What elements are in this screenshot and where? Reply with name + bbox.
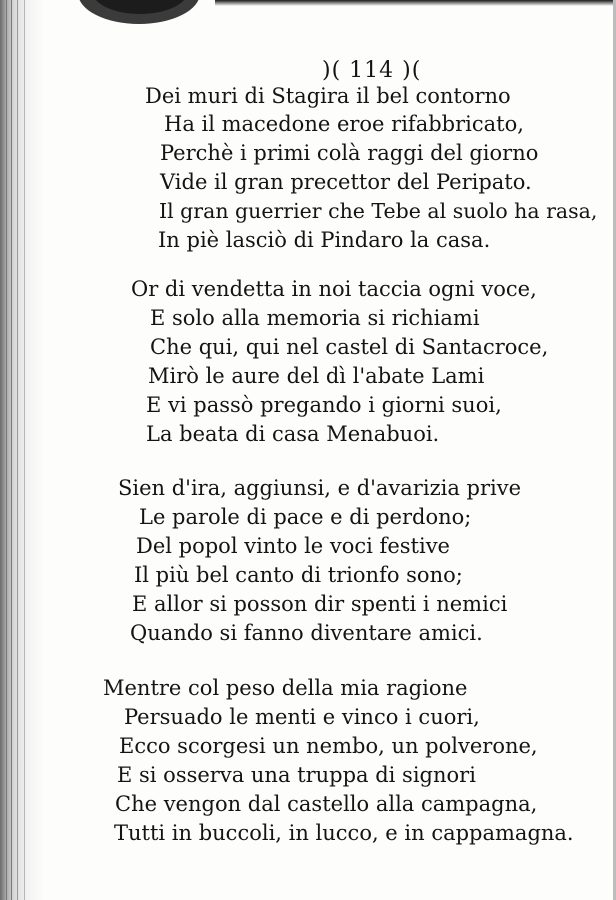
verse-line: E vi passò pregando i giorni suoi, <box>146 393 502 417</box>
verse-line: In piè lasciò di Pindaro la casa. <box>158 228 491 252</box>
verse-line: E allor si posson dir spenti i nemici <box>132 592 508 616</box>
verse-line: Mirò le aure del dì l'abate Lami <box>148 364 485 388</box>
verse-line: La beata di casa Menabuoi. <box>146 422 440 446</box>
verse-line: Le parole di pace e di perdono; <box>139 505 472 529</box>
verse-line: Sien d'ira, aggiunsi, e d'avarizia prive <box>118 476 522 500</box>
verse-line: Il gran guerrier che Tebe al suolo ha rasa, <box>159 199 598 223</box>
verse-line: Persuado le menti e vinco i cuori, <box>124 705 480 729</box>
verse-line: Or di vendetta in noi taccia ogni voce, <box>131 277 537 301</box>
page-edge-line <box>11 0 12 900</box>
verse-line: Il più bel canto di trionfo sono; <box>134 563 463 587</box>
verse-line: Quando si fanno diventare amici. <box>130 621 483 645</box>
verse-line: Ecco scorgesi un nembo, un polverone, <box>119 734 538 758</box>
verse-line: Del popol vinto le voci festive <box>136 534 450 558</box>
verse-line: Dei muri di Stagira il bel contorno <box>145 84 511 108</box>
verse-line: E si osserva una truppa di signori <box>117 763 476 787</box>
page-edge-line <box>17 0 18 900</box>
verse-line: Mentre col peso della mia ragione <box>103 676 468 700</box>
verse-line: Ha il macedone eroe rifabbricato, <box>164 112 524 136</box>
verse-line: Che vengon dal castello alla campagna, <box>115 792 538 816</box>
verse-line: Che qui, qui nel castel di Santacroce, <box>150 335 549 359</box>
verse-line: E solo alla memoria si richiami <box>150 306 480 330</box>
page-edge-line <box>6 0 7 900</box>
verse-line: Tutti in buccoli, in lucco, e in cappamagna. <box>114 821 574 845</box>
verse-line: Perchè i primi colà raggi del giorno <box>160 141 539 165</box>
scan-shadow <box>215 0 616 6</box>
page-edge-line <box>24 0 25 900</box>
verse-line: Vide il gran precettor del Peripato. <box>160 170 532 194</box>
page-number: )( 114 )( <box>322 58 422 83</box>
